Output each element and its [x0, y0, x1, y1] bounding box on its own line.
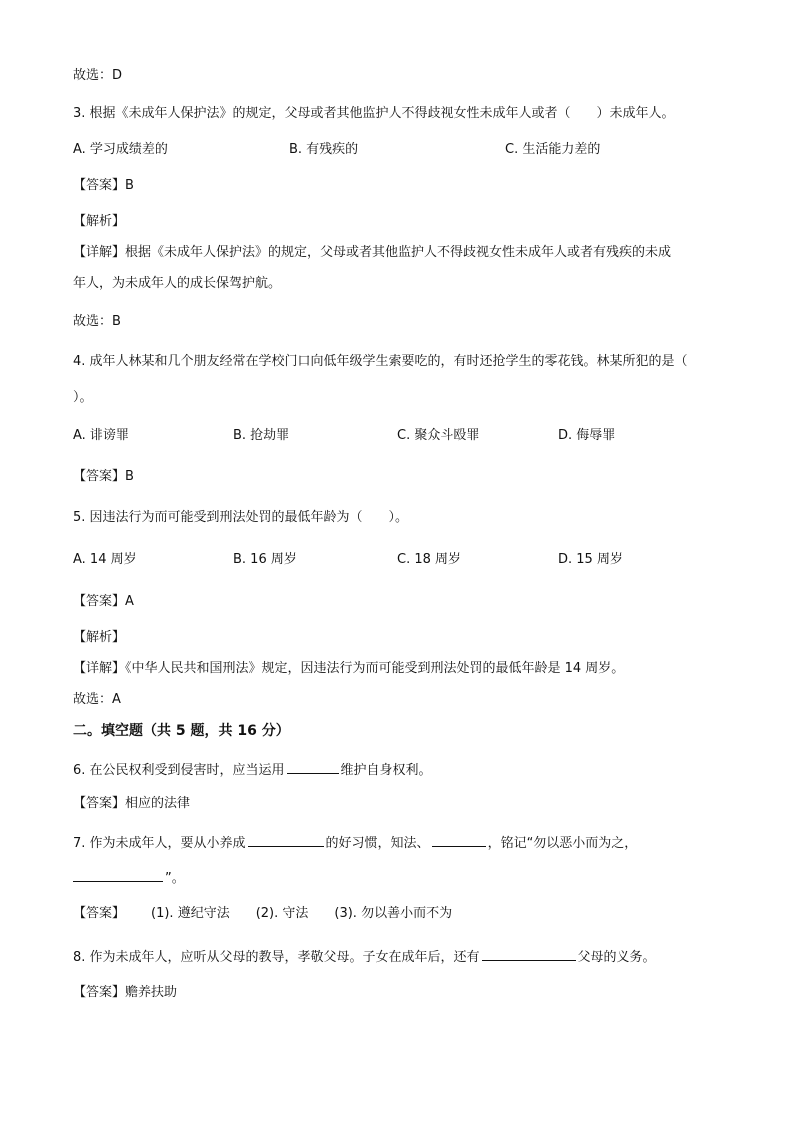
q7-line2-suffix: ”。: [165, 871, 185, 886]
q4-option-d: D. 侮辱罪: [558, 428, 616, 443]
q5-question: 5. 因违法行为而可能受到刑法处罚的最低年龄为（ ）。: [73, 510, 409, 525]
section2-title: 二。填空题（共 5 题，共 16 分）: [73, 723, 290, 739]
q5-option-b: B. 16 周岁: [233, 552, 297, 567]
q5-option-c: C. 18 周岁: [397, 552, 462, 567]
q4-option-a: A. 诽谤罪: [73, 428, 129, 443]
q3-answer: 【答案】B: [73, 178, 134, 193]
q7-middle: 的好习惯，知法、: [325, 836, 430, 851]
q7-answer-part-2: (2). 守法: [255, 906, 309, 921]
q6-blank: [287, 759, 339, 774]
q3-detail-line1: 【详解】根据《未成年人保护法》的规定，父母或者其他监护人不得歧视女性未成年人或者有残疾的未成: [73, 245, 672, 260]
q4-option-c: C. 聚众斗殴罪: [397, 428, 480, 443]
q6-answer: 【答案】相应的法律: [73, 796, 191, 811]
q3-option-b: B. 有残疾的: [289, 142, 359, 157]
q6-prefix: 6. 在公民权利受到侵害时，应当运用: [73, 763, 285, 778]
q7-answer-part-1: (1). 遵纪守法: [151, 906, 230, 921]
q7-answer-label: 【答案】: [73, 906, 126, 921]
q2-choice: 故选：D: [73, 68, 123, 83]
q4-question-line1: 4. 成年人林某和几个朋友经常在学校门口向低年级学生索要吃的，有时还抢学生的零花钱。林某所犯的是（: [73, 354, 688, 369]
q5-answer: 【答案】A: [73, 594, 134, 609]
q3-detail-line2: 年人，为未成年人的成长保驾护航。: [73, 276, 282, 291]
q8-answer: 【答案】赡养扶助: [73, 985, 178, 1000]
q3-analysis-label: 【解析】: [73, 214, 126, 229]
q3-option-a: A. 学习成绩差的: [73, 142, 168, 157]
q8-blank: [482, 946, 576, 961]
q6-question: [73, 759, 432, 780]
q7-answer-part-3: (3). 勿以善小而不为: [334, 906, 453, 921]
q7-blank-1: [248, 832, 324, 847]
q8-prefix: 8. 作为未成年人，应听从父母的教导，孝敬父母。子女在成年后，还有: [73, 950, 480, 965]
q5-option-d: D. 15 周岁: [558, 552, 623, 567]
q7-answer: [73, 905, 452, 923]
q8-suffix: 父母的义务。: [577, 950, 656, 965]
q7-prefix: 7. 作为未成年人，要从小养成: [73, 836, 246, 851]
q7-question-line2: [73, 867, 185, 888]
q4-question-line2: ）。: [73, 390, 93, 405]
q3-question: 3. 根据《未成年人保护法》的规定，父母或者其他监护人不得歧视女性未成年人或者（ ）未成年人。: [73, 106, 675, 121]
q5-detail: 【详解】《中华人民共和国刑法》规定，因违法行为而可能受到刑法处罚的最低年龄是 14 周岁。: [73, 661, 625, 676]
q7-blank-2: [432, 832, 486, 847]
q7-question-line1: [73, 832, 637, 853]
q4-answer: 【答案】B: [73, 469, 134, 484]
q3-option-c: C. 生活能力差的: [505, 142, 601, 157]
q7-blank-3: [73, 867, 163, 882]
q3-choice: 故选：B: [73, 314, 121, 329]
q8-question: [73, 946, 656, 967]
q5-choice: 故选：A: [73, 692, 121, 707]
q5-analysis-label: 【解析】: [73, 630, 126, 645]
q5-option-a: A. 14 周岁: [73, 552, 137, 567]
q7-suffix: ，铭记“勿以恶小而为之，: [487, 836, 638, 851]
q4-option-b: B. 抢劫罪: [233, 428, 290, 443]
q6-suffix: 维护自身权利。: [340, 763, 432, 778]
